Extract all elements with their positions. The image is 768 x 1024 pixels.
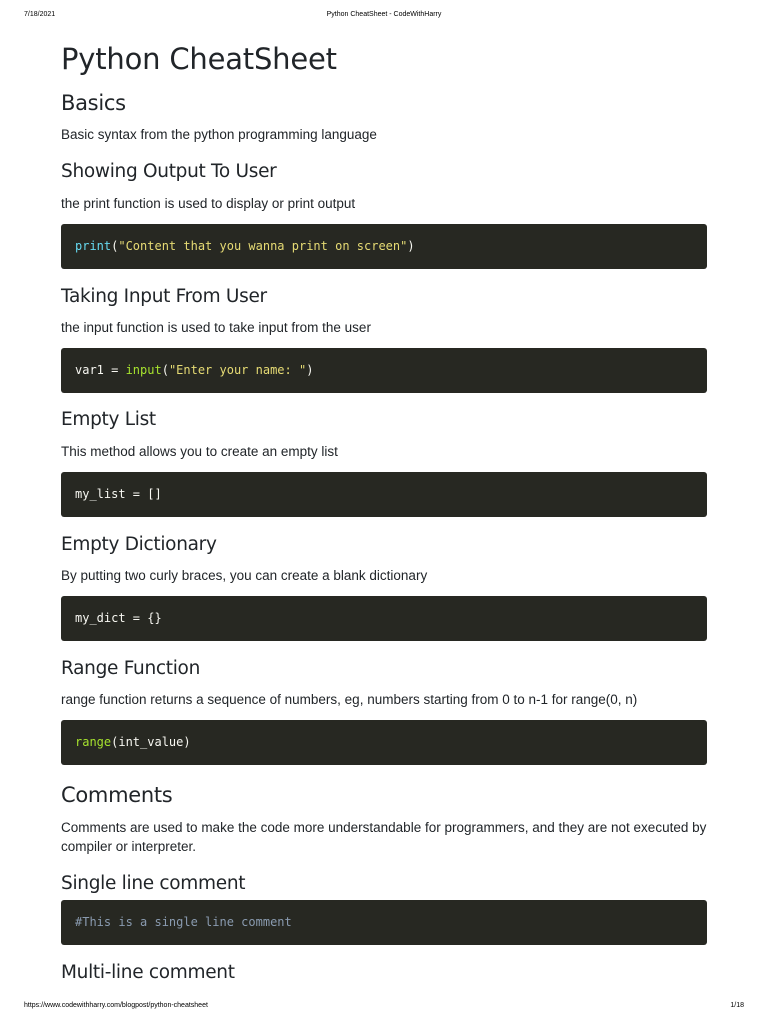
print-date: 7/18/2021: [24, 11, 56, 18]
heading-range: Range Function: [61, 658, 201, 679]
range-text: range function returns a sequence of numbers, eg, numbers starting from 0 to n-1 for range(0, n): [61, 692, 638, 707]
code-block-dict: [61, 596, 707, 641]
print-url: https://www.codewithharry.com/blogpost/python-cheatsheet: [24, 1002, 208, 1009]
heading-output: Showing Output To User: [61, 161, 277, 182]
code-comment: #This is a single line comment: [75, 915, 292, 929]
heading-comments: Comments: [61, 783, 173, 807]
code-block-list: [61, 472, 707, 517]
code-block-range: range(int_value): [61, 720, 707, 765]
print-title: Python CheatSheet - CodeWithHarry: [326, 11, 442, 18]
code-line: my_dict = {}: [75, 611, 162, 625]
input-text: the input function is used to take input from the user: [61, 320, 371, 335]
heading-single-line: Single line comment: [61, 873, 246, 894]
page-title: Python CheatSheet: [61, 42, 337, 76]
print-page-number: 1/18: [730, 1002, 744, 1009]
heading-empty-list: Empty List: [61, 409, 156, 430]
heading-empty-dict: Empty Dictionary: [61, 534, 217, 555]
heading-multi-line: Multi-line comment: [61, 962, 235, 983]
code-fn-print: print: [75, 239, 112, 253]
code-string: "Content that you wanna print on screen": [118, 239, 408, 253]
heading-basics: Basics: [61, 91, 126, 115]
output-text: the print function is used to display or print output: [61, 196, 356, 211]
code-block-print: print("Content that you wanna print on screen"): [61, 224, 707, 269]
heading-input: Taking Input From User: [61, 286, 267, 307]
code-fn-range: range: [75, 735, 112, 749]
empty-dict-text: By putting two curly braces, you can create a blank dictionary: [61, 568, 428, 583]
code-fn-input: input: [125, 363, 162, 377]
empty-list-text: This method allows you to create an empty list: [61, 444, 338, 459]
basics-text: Basic syntax from the python programming language: [61, 127, 377, 142]
code-block-comment: [61, 900, 707, 945]
code-string: "Enter your name: ": [168, 363, 307, 377]
code-line: my_list = []: [75, 487, 162, 501]
comments-text: Comments are used to make the code more understandable for programmers, and they are not executed by compiler or interpreter.: [61, 820, 707, 854]
code-block-input: var1 = input("Enter your name: "): [61, 348, 707, 393]
